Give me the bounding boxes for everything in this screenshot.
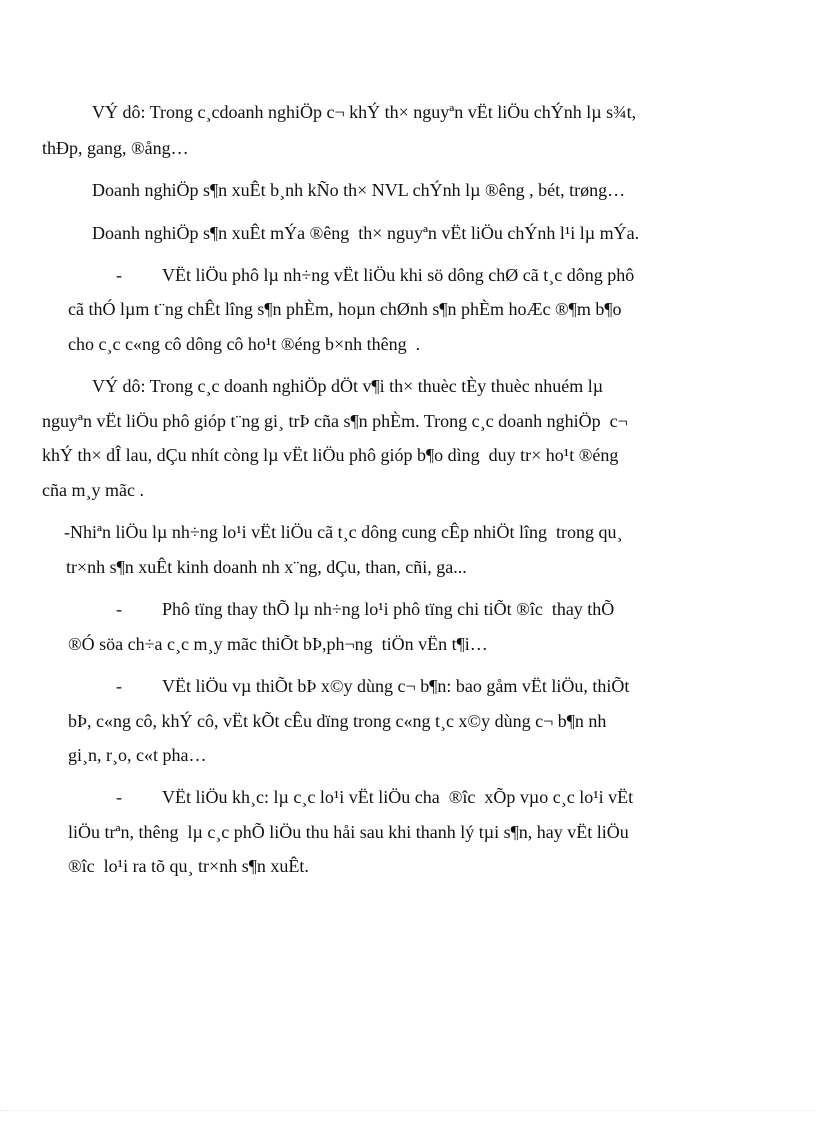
paragraph-3-line-1: Doanh nghiÖp s¶n xuÊt mÝa ®êng th× nguyªn vËt liÖu chÝnh l¹i lµ mÝa.	[92, 223, 640, 243]
bullet-dash-4: -	[116, 787, 122, 807]
paragraph-1-line-1: VÝ dô: Trong c¸cdoanh nghiÖp c¬ khÝ th× nguyªn vËt liÖu chÝnh lµ s¾t,	[92, 102, 637, 122]
paragraph-6-line-1: -Nhiªn liÖu lµ nh÷ng lo¹i vËt liÖu cã t¸c dông cung cÊp nhiÖt lîng trong qu¸	[64, 522, 623, 542]
paragraph-4-line-3: cho c¸c c«ng cô dông cô ho¹t ®éng b×nh thêng .	[68, 334, 421, 354]
paragraph-1-line-2: thÐp, gang, ®ång…	[42, 138, 189, 158]
paragraph-5-line-4: cña m¸y mãc .	[42, 480, 144, 500]
paragraph-8-line-1: VËt liÖu vµ thiÕt bÞ x©y dùng c¬ b¶n: bao gåm vËt liÖu, thiÕt	[162, 676, 630, 696]
paragraph-7-line-1: Phô tïng thay thÕ lµ nh÷ng lo¹i phô tïng chi tiÕt ®îc thay thÕ	[162, 599, 615, 619]
page-bottom-edge	[0, 1110, 816, 1111]
paragraph-9-line-1: VËt liÖu kh¸c: lµ c¸c lo¹i vËt liÖu cha ®îc xÕp vµo c¸c lo¹i vËt	[162, 787, 634, 807]
paragraph-4-line-2: cã thÓ lµm t¨ng chÊt lîng s¶n phÈm, hoµn chØnh s¶n phÈm hoÆc ®¶m b¶o	[68, 299, 622, 319]
paragraph-9-line-3: ®îc lo¹i ra tõ qu¸ tr×nh s¶n xuÊt.	[68, 856, 309, 876]
paragraph-5-line-1: VÝ dô: Trong c¸c doanh nghiÖp dÖt v¶i th× thuèc tÈy thuèc nhuém lµ	[92, 376, 604, 396]
paragraph-4-line-1: VËt liÖu phô lµ nh÷ng vËt liÖu khi sö dông chØ cã t¸c dông phô	[162, 265, 635, 285]
paragraph-5-line-3: khÝ th× dÎ lau, dÇu nhít còng lµ vËt liÖu phô gióp b¶o dìng duy tr× ho¹t ®éng	[42, 445, 619, 465]
paragraph-7-line-2: ®Ó söa ch÷a c¸c m¸y mãc thiÕt bÞ,ph¬ng tiÖn vËn t¶i…	[68, 634, 488, 654]
paragraph-5-line-2: nguyªn vËt liÖu phô gióp t¨ng gi¸ trÞ cña s¶n phÈm. Trong c¸c doanh nghiÖp c¬	[42, 411, 628, 431]
bullet-dash-2: -	[116, 599, 122, 619]
paragraph-9-line-2: liÖu trªn, thêng lµ c¸c phÕ liÖu thu håi sau khi thanh lý tµi s¶n, hay vËt liÖu	[68, 822, 629, 842]
paragraph-8-line-2: bÞ, c«ng cô, khÝ cô, vËt kÕt cÊu dïng trong c«ng t¸c x©y dùng c¬ b¶n nh	[68, 711, 607, 731]
paragraph-2-line-1: Doanh nghiÖp s¶n xuÊt b¸nh kÑo th× NVL chÝnh lµ ®êng , bét, trøng…	[92, 180, 626, 200]
bullet-dash-1: -	[116, 265, 122, 285]
bullet-dash-3: -	[116, 676, 122, 696]
paragraph-6-line-2: tr×nh s¶n xuÊt kinh doanh nh x¨ng, dÇu, than, cñi, ga...	[66, 557, 467, 577]
paragraph-8-line-3: gi¸n, r¸o, c«t pha…	[68, 745, 207, 765]
